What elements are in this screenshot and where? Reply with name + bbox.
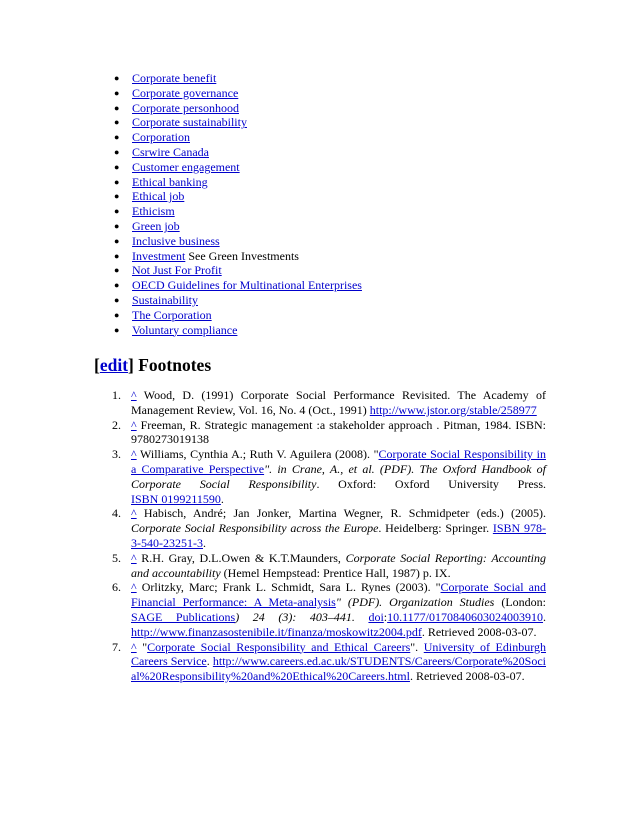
section-title: Footnotes: [138, 355, 212, 375]
publisher-link[interactable]: SAGE Publications: [131, 609, 236, 624]
footnotes-heading: [94, 354, 211, 376]
jstor-link[interactable]: http://www.jstor.org/stable/258977: [369, 402, 537, 417]
footnote-number: 2.: [112, 417, 121, 432]
list-item: [96, 263, 576, 278]
list-item: [96, 189, 576, 204]
footnote-number: 1.: [112, 388, 121, 402]
footnote-1: [96, 388, 546, 418]
edit-bracket-open: [: [94, 355, 100, 375]
citation-text: R.H. Gray, D.L.Owen & K.T.Maunders,: [136, 550, 346, 565]
footnote-6: [96, 580, 546, 639]
list-item: [96, 219, 576, 234]
footnote-text: [131, 418, 546, 448]
footnote-number: 6.: [112, 580, 121, 595]
citation-text: Orlitzky, Marc; Frank L. Schmidt, Sara L. Rynes (2003). ": [136, 580, 441, 595]
see-also-link-ethical-banking[interactable]: Ethical banking: [132, 174, 208, 189]
footnote-number: 3.: [112, 447, 121, 462]
see-also-link-green-job[interactable]: Green job: [132, 218, 180, 233]
see-also-link-ethical-job[interactable]: Ethical job: [132, 189, 185, 204]
citation-text: . Heidelberg: Springer.: [378, 521, 493, 536]
journal-name: " (PDF). Organization Studies: [335, 595, 495, 610]
citation-text: . Oxford: Oxford University Press.: [316, 476, 546, 491]
footnotes-list: [96, 388, 546, 684]
citation-text: ".: [410, 639, 424, 654]
footnote-text: [131, 640, 546, 684]
see-also-link-corporate-sustainability[interactable]: Corporate sustainability: [132, 115, 247, 130]
footnote-number: 4.: [112, 506, 121, 521]
isbn-link[interactable]: ISBN 978-3-540-23251-3: [131, 521, 547, 550]
citation-text: .: [220, 491, 224, 506]
bullet-icon: ●: [114, 73, 120, 83]
book-title: Corporate Social Responsibility across the Europe: [131, 521, 379, 536]
bullet-icon: ●: [114, 191, 120, 202]
list-item: [96, 71, 576, 86]
see-also-link-sustainability[interactable]: Sustainability: [132, 292, 198, 307]
see-also-link-investment[interactable]: Investment: [132, 248, 186, 263]
see-also-link-the-corporation[interactable]: The Corporation: [132, 307, 212, 322]
bullet-icon: ●: [114, 220, 120, 231]
citation-text: .: [543, 609, 547, 624]
list-item: [96, 115, 576, 130]
footnote-text: [131, 506, 546, 550]
citation-text: . Retrieved 2008-03-07.: [409, 669, 525, 684]
volume-pages: ) 24 (3): 403–441.: [235, 609, 369, 624]
footnote-5: [96, 551, 546, 581]
backlink-caret[interactable]: ^: [131, 506, 137, 521]
citation-text: ": [136, 639, 148, 654]
doi-label-link[interactable]: doi: [368, 609, 384, 624]
footnote-text: [131, 551, 546, 581]
bullet-icon: ●: [114, 235, 120, 246]
institution-link[interactable]: University of Edinburgh Careers Service: [131, 639, 546, 669]
pdf-url-link[interactable]: http://www.finanzasostenibile.it/finanza/moskowitz2004.pdf: [131, 624, 422, 639]
bullet-icon: ●: [114, 117, 120, 128]
see-also-link-ethicism[interactable]: Ethicism: [132, 204, 175, 219]
list-item: [96, 234, 576, 249]
bullet-icon: ●: [114, 280, 120, 291]
backlink-caret[interactable]: ^: [131, 447, 137, 462]
list-item: [96, 160, 576, 175]
list-item: [96, 175, 576, 190]
bullet-icon: ●: [114, 324, 120, 335]
article-title-link[interactable]: Corporate Social Responsibility in a Comparative Perspective: [131, 447, 546, 476]
list-item: [96, 130, 576, 145]
list-item: [96, 323, 576, 338]
see-also-list: [96, 71, 576, 337]
doi-link[interactable]: 10.1177/0170840603024003910: [387, 609, 544, 624]
citation-text: :: [383, 609, 388, 624]
citation-text: (London:: [494, 595, 546, 610]
citation-text: (Hemel Hempstead: Prentice Hall, 1987) p. IX.: [220, 565, 451, 580]
footnote-4: [96, 506, 546, 550]
see-also-link-corporation[interactable]: Corporation: [132, 130, 190, 145]
see-also-link-voluntary-compliance[interactable]: Voluntary compliance: [132, 322, 238, 337]
bullet-icon: ●: [114, 132, 120, 143]
bullet-icon: ●: [114, 161, 120, 172]
footnote-7: [96, 640, 546, 684]
article-title-link[interactable]: Corporate Social and Financial Performance: A Meta-analysis: [131, 580, 546, 610]
backlink-caret[interactable]: ^: [131, 388, 137, 402]
list-item: [96, 145, 576, 160]
citation-text: Habisch, André; Jan Jonker, Martina Wegner, R. Schmidpeter (eds.) (2005).: [136, 506, 546, 521]
footnote-3: [96, 447, 546, 506]
see-also-link-oecd-guidelines[interactable]: OECD Guidelines for Multinational Enterprises: [132, 278, 362, 293]
see-also-link-corporate-governance[interactable]: Corporate governance: [132, 85, 239, 100]
bullet-icon: ●: [114, 206, 120, 217]
backlink-caret[interactable]: ^: [131, 550, 137, 565]
see-also-note: See Green Investments: [185, 248, 299, 263]
edit-section-link[interactable]: edit: [99, 355, 129, 375]
footnote-number: 5.: [112, 550, 121, 565]
list-item: [96, 278, 576, 293]
footnote-text: [131, 580, 546, 639]
careers-url-link[interactable]: http://www.careers.ed.ac.uk/STUDENTS/Careers/Corporate%20Social%20Responsibility%20and%20Ethical%20Careers.html: [131, 654, 546, 684]
isbn-link[interactable]: ISBN 0199211590: [131, 491, 221, 506]
citation-text: .: [203, 535, 206, 550]
citation-source: ". in Crane, A., et al. (PDF). The Oxford Handbook of Corporate Social Responsibility: [131, 461, 546, 491]
footnote-2: [96, 418, 546, 448]
see-also-link-customer-engagement[interactable]: Customer engagement: [132, 159, 240, 174]
backlink-caret[interactable]: ^: [131, 417, 137, 432]
list-item: [96, 101, 576, 116]
bullet-icon: ●: [114, 309, 120, 320]
backlink-caret[interactable]: ^: [131, 639, 137, 654]
bullet-icon: ●: [114, 146, 120, 157]
bullet-icon: ●: [114, 294, 120, 305]
list-item: [96, 204, 576, 219]
see-also-link-csrwire-canada[interactable]: Csrwire Canada: [132, 144, 209, 159]
see-also-link-corporate-benefit[interactable]: Corporate benefit: [132, 71, 217, 85]
list-item: [96, 293, 576, 308]
list-item: [96, 249, 576, 264]
bullet-icon: ●: [114, 250, 120, 261]
citation-text: .: [206, 654, 213, 669]
footnote-text: [131, 388, 546, 418]
list-item: [96, 308, 576, 323]
list-item: [96, 86, 576, 101]
see-also-link-corporate-personhood[interactable]: Corporate personhood: [132, 100, 239, 115]
book-title: Corporate Social Reporting: Accounting and accountability: [131, 550, 547, 580]
footnote-text: [131, 447, 546, 506]
citation-text: . Retrieved 2008-03-07.: [421, 624, 537, 639]
bullet-icon: ●: [114, 265, 120, 276]
see-also-link-inclusive-business[interactable]: Inclusive business: [132, 233, 220, 248]
citation-text: Wood, D. (1991) Corporate Social Performance Revisited. The Academy of Management Review, Vol. 16, No. 4 (Oct., 1991): [131, 388, 546, 417]
bullet-icon: ●: [114, 87, 120, 98]
article-title-link[interactable]: Corporate Social Responsibility and Ethical Careers: [147, 639, 411, 654]
bullet-icon: ●: [114, 176, 120, 187]
citation-text: Williams, Cynthia A.; Ruth V. Aguilera (2008). ": [136, 447, 379, 462]
backlink-caret[interactable]: ^: [131, 580, 137, 595]
bullet-icon: ●: [114, 102, 120, 113]
edit-bracket-close: ]: [128, 355, 134, 375]
citation-text: Freeman, R. Strategic management :a stakeholder approach . Pitman, 1984. ISBN: 9780273019138: [131, 417, 546, 447]
see-also-link-not-just-for-profit[interactable]: Not Just For Profit: [132, 263, 222, 278]
footnote-number: 7.: [112, 639, 121, 654]
